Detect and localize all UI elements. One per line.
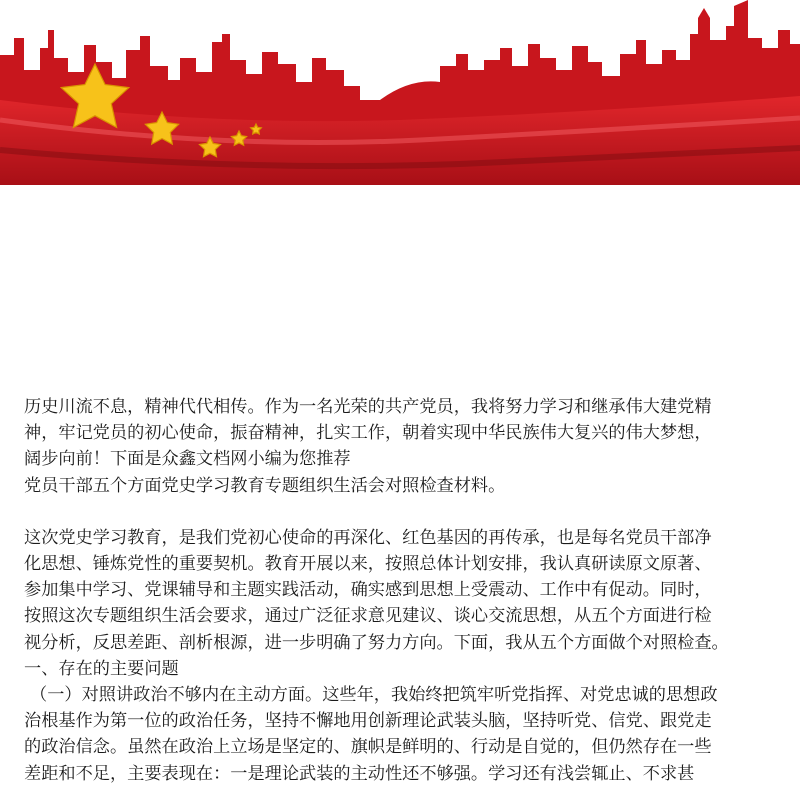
- section-heading: 一、存在的主要问题: [24, 658, 179, 679]
- text-line: 这次党史学习教育，是我们党初心使命的再深化、红色基因的再传承，也是每名党员干部净: [24, 527, 712, 548]
- header-banner: [0, 0, 800, 185]
- text-line: 党员干部五个方面党史学习教育专题组织生活会对照检查材料。: [24, 475, 506, 496]
- text-line: 阔步向前！下面是众鑫文档网小编为您推荐: [24, 449, 351, 470]
- text-line: （一）对照讲政治不够内在主动方面。这些年，我始终把筑牢听党指挥、对党忠诚的思想政: [30, 685, 718, 706]
- text-line: 化思想、锤炼党性的重要契机。教育开展以来，按照总体计划安排，我认真研读原文原著、: [24, 554, 712, 575]
- text-line: 视分析，反思差距、剖析根源，进一步明确了努力方向。下面，我从五个方面做个对照检查。: [24, 632, 729, 653]
- text-line: 治根基作为第一位的政治任务，坚持不懈地用创新理论武装头脑，坚持听党、信党、跟党走: [24, 711, 712, 732]
- text-line: 差距和不足，主要表现在：一是理论武装的主动性还不够强。学习还有浅尝辄止、不求甚: [24, 763, 695, 784]
- text-line: 神，牢记党员的初心使命，振奋精神，扎实工作，朝着实现中华民族伟大复兴的伟大梦想，: [24, 423, 712, 444]
- paragraph-gap: [24, 499, 780, 525]
- text-line: 历史川流不息，精神代代相传。作为一名光荣的共产党员，我将努力学习和继承伟大建党精: [24, 397, 712, 417]
- document-body: [24, 394, 780, 787]
- text-line: 的政治信念。虽然在政治上立场是坚定的、旗帜是鲜明的、行动是自觉的，但仍然存在一些: [24, 737, 712, 758]
- text-line: 按照这次专题组织生活会要求，通过广泛征求意见建议、谈心交流思想，从五个方面进行检: [24, 606, 712, 627]
- text-line: 参加集中学习、党课辅导和主题实践活动，确实感到思想上受震动、工作中有促动。同时，: [24, 580, 712, 601]
